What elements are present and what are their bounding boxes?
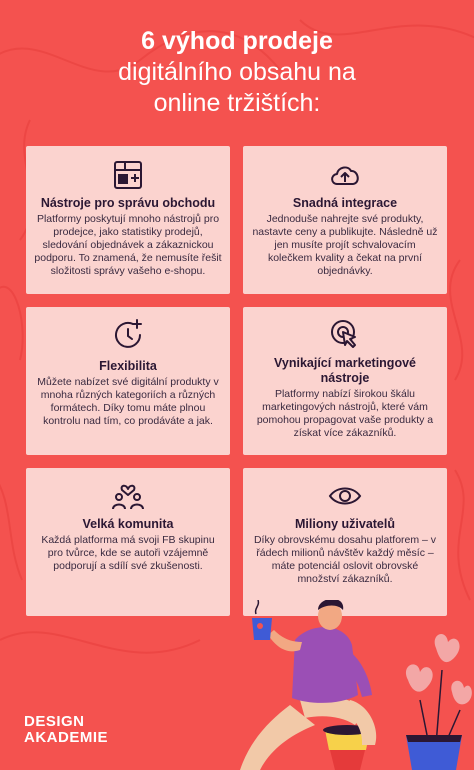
clock-plus-icon <box>111 317 145 351</box>
page-title <box>0 26 474 119</box>
card-description: Platformy poskytují mnoho nástrojů pro prodejce, jako statistiky prodejů, sledování objednávek a zákaznickou podporu. To znamená, že nemusíte řešit složitosti správy vašeho e-shopu. <box>34 213 222 277</box>
person-illustration <box>230 600 474 770</box>
benefit-card-easy-integration <box>243 146 447 294</box>
card-description: Jednoduše nahrejte své produkty, nastavte ceny a publikujte. Následně už jen musíte projít schvalovacím kolečkem kvality a čekat na první objednávky. <box>252 213 438 277</box>
benefit-card-marketing-tools <box>243 307 447 455</box>
logo-line-1: DESIGN <box>24 713 85 730</box>
card-description: Můžete nabízet své digitální produkty v mnoha různých kategoriích a různých formátech. Díky tomu máte plnou kontrolu nad tím, co prodáváte a jak. <box>37 376 219 427</box>
card-title: Miliony uživatelů <box>294 517 395 531</box>
card-description: Platformy nabízí širokou škálu marketingových nástrojů, které vám pomohou propagovat vaše produkty a získat více zákazníků. <box>256 388 434 439</box>
benefit-card-millions-users <box>243 468 447 616</box>
card-title: Flexibilita <box>99 359 157 373</box>
cloud-upload-icon <box>328 158 362 192</box>
card-description: Díky obrovskému dosahu platforem – v řádech milionů návštěv každý měsíc – máte potenciál oslovit obrovské množství zákazníků. <box>253 534 437 585</box>
title-line-3: online tržištích: <box>153 89 321 117</box>
benefit-card-community <box>26 468 230 616</box>
eye-icon <box>328 479 362 513</box>
card-title: Vynikající marketingové nástroje <box>274 356 416 385</box>
card-title: Snadná integrace <box>292 196 398 210</box>
store-management-icon <box>111 158 145 192</box>
design-akademie-logo <box>24 714 108 746</box>
title-line-1: 6 výhod prodeje <box>141 27 333 55</box>
card-title: Velká komunita <box>82 517 174 531</box>
community-icon <box>111 479 145 513</box>
benefit-card-flexibility <box>26 307 230 455</box>
target-click-icon <box>328 317 362 351</box>
cup-illustration <box>252 600 272 640</box>
plant-illustration <box>406 634 472 770</box>
logo-line-2: AKADEMIE <box>24 729 109 746</box>
card-description: Každá platforma má svoji FB skupinu pro tvůrce, kde se autoři vzájemně podporují a sdílí své zkušenosti. <box>41 534 215 572</box>
card-title: Nástroje pro správu obchodu <box>40 196 216 210</box>
title-line-2: digitálního obsahu na <box>118 58 356 86</box>
benefit-card-store-tools <box>26 146 230 294</box>
